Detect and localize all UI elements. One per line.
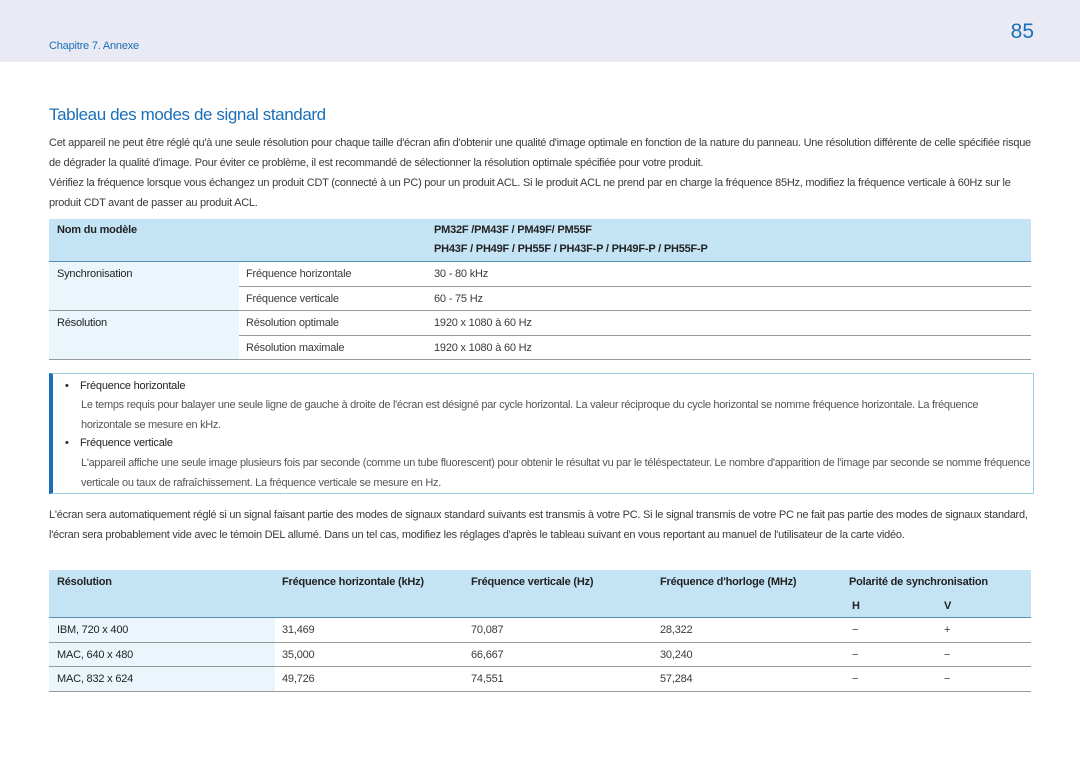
header-clock: Fréquence d'horloge (MHz) [660,576,797,588]
note-item-description: L'appareil affiche une seule image plusieurs fois par seconde (comme un tube fluorescent) pour obtenir le résultat vu par le téléspectateur. Le nombre d'apparition de l'image par seconde se nomme fréquence verticale ou taux de rafraîchissement. La fréquence verticale se mesure en Hz. [81,457,1031,489]
chapter-label: Chapitre 7. Annexe [49,40,139,52]
spec-row [49,287,1031,312]
spec-value: 30 - 80 kHz [434,268,489,280]
header-resolution: Résolution [57,576,112,588]
table-row [49,643,1031,668]
header-band [0,0,1080,62]
spec-name: Résolution optimale [246,317,339,329]
cell-hfreq: 35,000 [282,648,315,661]
cell-v: − [944,648,951,661]
model-label: Nom du modèle [57,224,137,236]
cell-hfreq: 49,726 [282,673,315,685]
spec-value: 1920 x 1080 à 60 Hz [434,341,532,354]
cell-resolution: IBM, 720 x 400 [57,624,129,636]
page-number: 85 [1010,20,1034,43]
note-item-title: Fréquence horizontale [80,380,186,392]
spec-name: Résolution maximale [246,341,345,354]
models-line-1: PM32F /PM43F / PM49F/ PM55F [434,224,592,236]
modes-table [49,570,1031,692]
crt-paragraph: Vérifiez la fréquence lorsque vous échangez un produit CDT (connecté à un PC) pour un produit ACL. Si le produit ACL ne prend par en charge la fréquence 85Hz, modifiez la fréquence verticale à 60Hz sur le produit CDT avant de passer au produit ACL. [49,177,1011,209]
cell-v: + [944,624,951,636]
note-item-vfreq [66,437,173,449]
auto-adjust-paragraph: L'écran sera automatiquement réglé si un signal faisant partie des modes de signaux standard suivants est transmis à votre PC. Si le signal transmis de votre PC ne fait pas partie des modes de signaux standard, l'écran sera probablement vide avec le témoin DEL allumé. Dans un tel cas, modifiez les réglages d'après le tableau suivant en vous reportant au manuel de l'utilisateur de la carte vidéo. [49,509,1028,541]
modes-table-header [49,570,1031,618]
spec-row [49,336,1031,361]
spec-name: Fréquence verticale [246,292,339,305]
cell-v: − [944,673,951,685]
cell-h: − [852,648,859,661]
cell-hfreq: 31,469 [282,624,315,636]
cell-h: − [852,673,859,685]
header-polarity-v: V [944,600,952,612]
spec-group: Résolution [57,317,107,329]
cell-clock: 30,240 [660,648,693,661]
spec-row [49,262,1031,287]
table-row [49,618,1031,643]
cell-vfreq: 66,667 [471,648,504,661]
spec-name: Fréquence horizontale [246,268,352,280]
spec-table [49,219,1031,360]
section-title: Tableau des modes de signal standard [49,105,326,124]
header-vfreq: Fréquence verticale (Hz) [471,576,594,588]
models-line-2: PH43F / PH49F / PH55F / PH43F-P / PH49F-P / PH55F-P [434,243,708,255]
spec-table-header [49,219,1031,262]
note-item-title: Fréquence verticale [80,437,173,449]
header-polarity: Polarité de synchronisation [849,576,988,588]
table-row [49,667,1031,692]
cell-clock: 28,322 [660,624,693,636]
cell-vfreq: 70,087 [471,624,504,636]
header-hfreq: Fréquence horizontale (kHz) [282,576,424,588]
spec-row [49,311,1031,336]
cell-h: − [852,624,859,636]
cell-clock: 57,284 [660,673,693,685]
note-item-description: Le temps requis pour balayer une seule ligne de gauche à droite de l'écran est désigné par cycle horizontal. La valeur réciproque du cycle horizontal se nomme fréquence horizontale. La fréquence horizontale se mesure en kHz. [81,399,979,431]
intro-paragraph: Cet appareil ne peut être réglé qu'à une seule résolution pour chaque taille d'écran afin d'obtenir une qualité d'image optimale en fonction de la nature du panneau. Une résolution différente de celle spécifiée risque de dégrader la qualité d'image. Pour éviter ce problème, il est recommandé de sélectionner la résolution optimale spécifiée pour votre produit. [49,137,1031,169]
spec-value: 1920 x 1080 à 60 Hz [434,317,532,329]
cell-vfreq: 74,551 [471,673,504,685]
spec-group: Synchronisation [57,268,133,280]
header-polarity-h: H [852,600,860,612]
note-item-hfreq [66,380,185,392]
note-box [49,373,1034,494]
cell-resolution: MAC, 832 x 624 [57,673,134,685]
spec-value: 60 - 75 Hz [434,292,483,305]
cell-resolution: MAC, 640 x 480 [57,648,134,661]
